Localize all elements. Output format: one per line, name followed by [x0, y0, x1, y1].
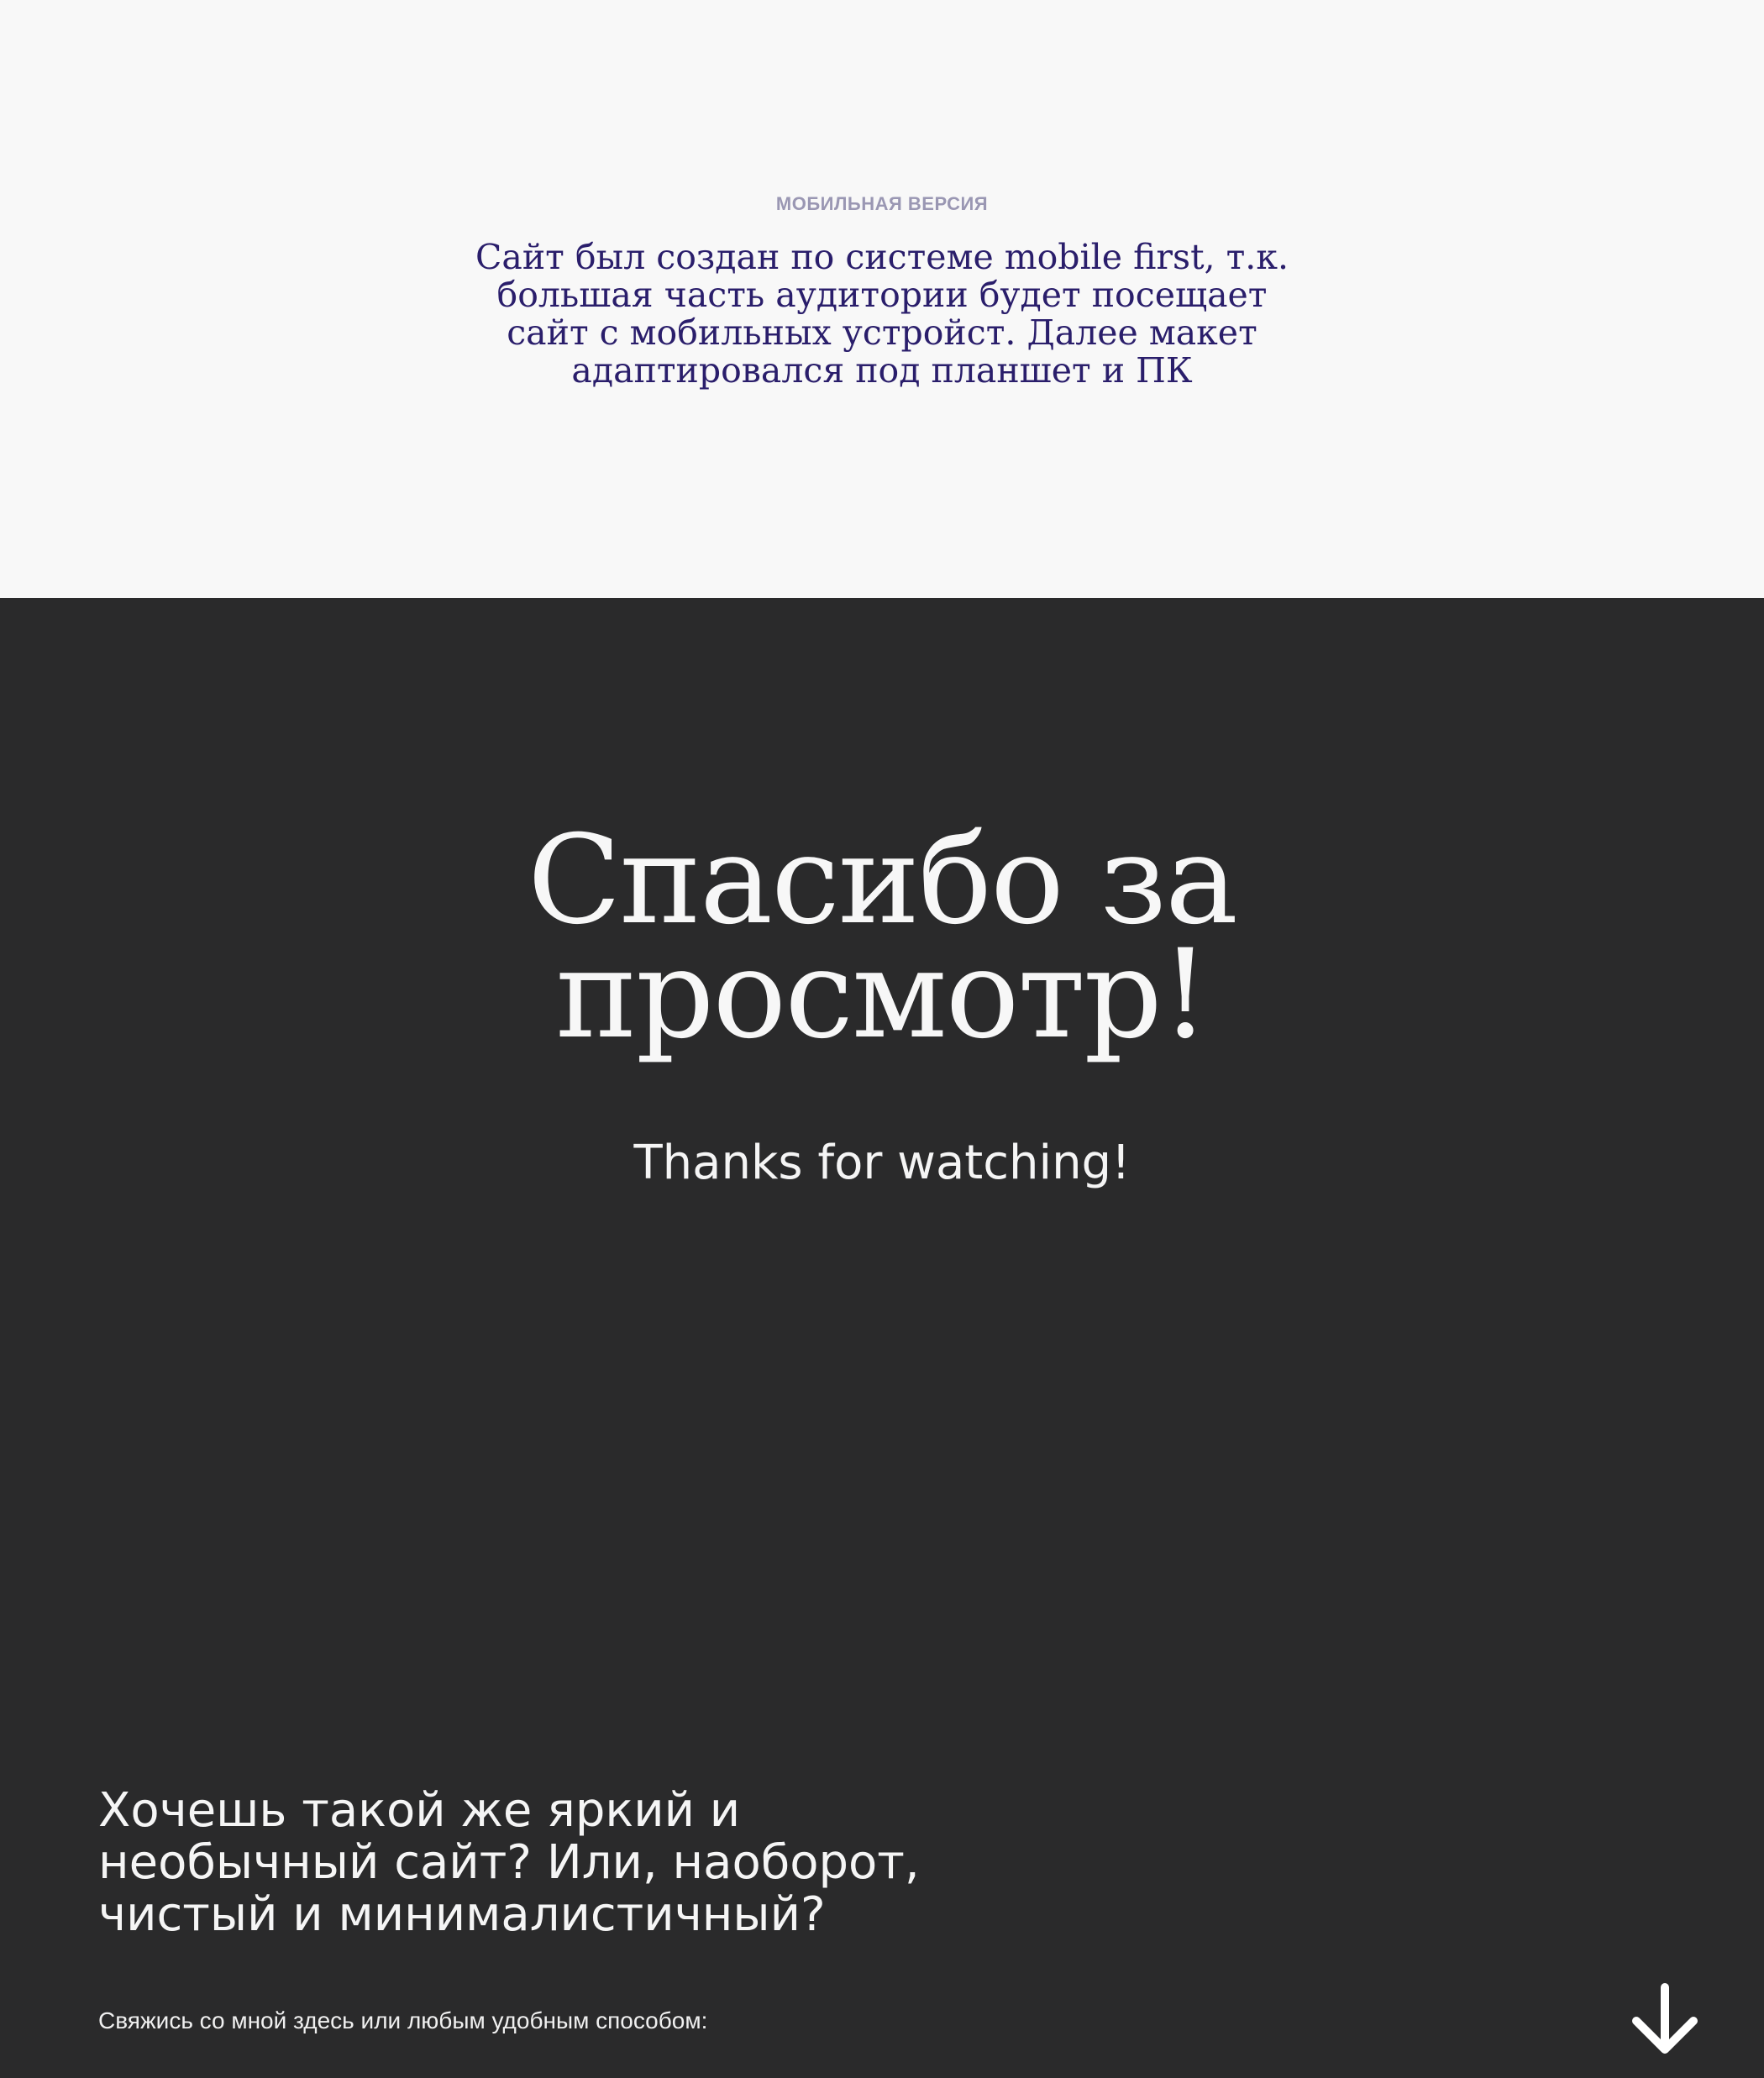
description-line: Сайт был создан по системе mobile first, т.к. [475, 237, 1289, 277]
thanks-title [0, 809, 1764, 1066]
mobile-first-description [420, 239, 1344, 390]
arrow-down-icon[interactable] [1626, 1981, 1704, 2058]
mobile-version-section [0, 0, 1764, 598]
cta-question [98, 1785, 1106, 1941]
question-line: Хочешь такой же яркий и [98, 1783, 741, 1838]
thanks-subtitle: Thanks for watching! [633, 1136, 1131, 1190]
description-line: адаптировался под планшет и ПК [571, 350, 1193, 391]
question-line: необычный сайт? Или, наоборот, [98, 1835, 920, 1890]
thanks-section [0, 598, 1764, 2078]
description-line: большая часть аудитории будет посещает [496, 275, 1268, 315]
title-line: Спасибо за [527, 809, 1237, 952]
question-line: чистый и минималистичный? [98, 1887, 826, 1942]
section-eyebrow: МОБИЛЬНАЯ ВЕРСИЯ [775, 193, 989, 214]
description-line: сайт с мобильных устройст. Далее макет [507, 312, 1257, 353]
contact-note: Свяжись со мной здесь или любым удобным способом: [98, 2007, 708, 2033]
title-line: просмотр! [555, 923, 1209, 1066]
arrow-down-glyph [1626, 1981, 1704, 2058]
